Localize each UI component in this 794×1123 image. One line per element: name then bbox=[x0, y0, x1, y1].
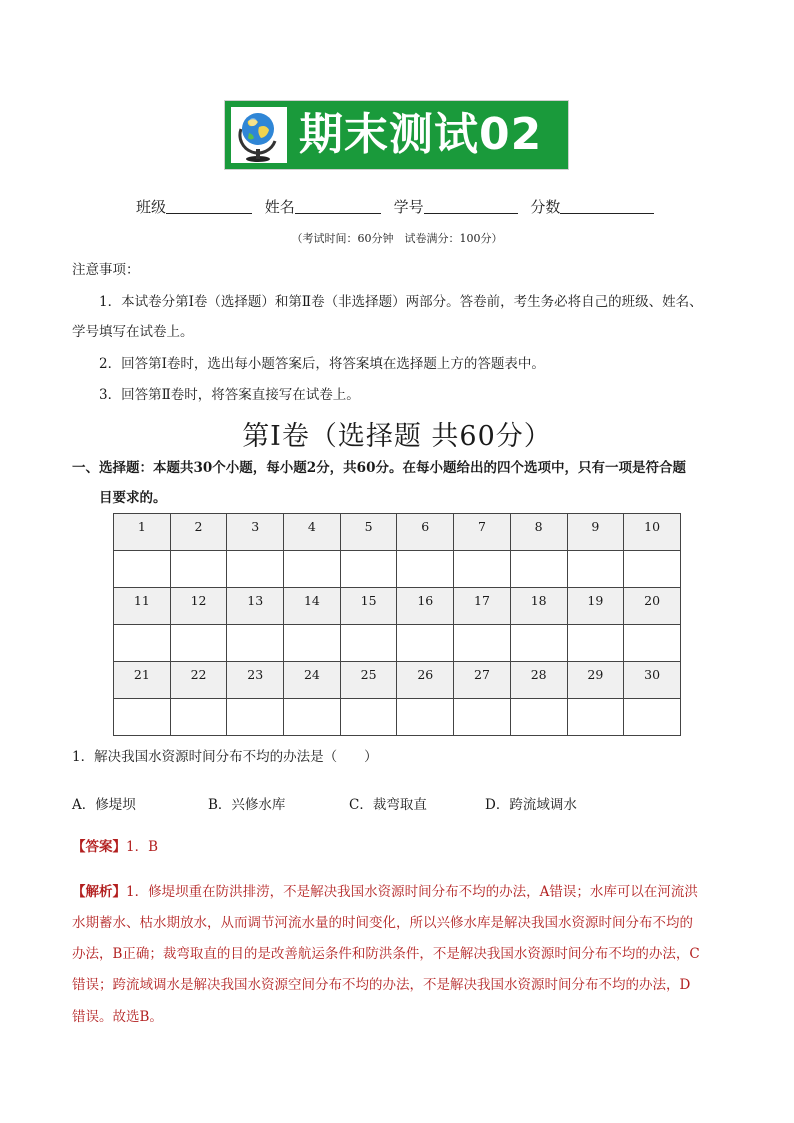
answer-row bbox=[114, 625, 681, 662]
answer-cell[interactable] bbox=[227, 551, 284, 588]
answer-row bbox=[114, 551, 681, 588]
answer-cell[interactable] bbox=[170, 699, 227, 736]
answer-label: 【答案】 bbox=[72, 839, 126, 855]
table-row bbox=[114, 588, 681, 625]
answer-cell[interactable] bbox=[284, 625, 341, 662]
analysis-text-1: 1．修堤坝重在防洪排涝，不是解决我国水资源时间分布不均的办法，A错误；水库可以在河流洪 bbox=[126, 884, 698, 900]
answer-cell[interactable] bbox=[170, 551, 227, 588]
instruction-text-1: 本题共30个小题，每小题2分，共60分。在每小题给出的 bbox=[153, 460, 497, 476]
analysis-label: 【解析】 bbox=[72, 884, 126, 900]
instruction-line-1 bbox=[72, 458, 686, 478]
table-cell: 1 bbox=[114, 514, 171, 551]
analysis-line-1 bbox=[72, 882, 698, 902]
table-cell: 19 bbox=[567, 588, 624, 625]
table-cell: 10 bbox=[624, 514, 681, 551]
answer-cell[interactable] bbox=[397, 551, 454, 588]
score-label: 分数 bbox=[530, 198, 561, 216]
student-info-line bbox=[136, 196, 662, 217]
option-c[interactable]: C．裁弯取直 bbox=[349, 797, 427, 813]
table-cell: 20 bbox=[624, 588, 681, 625]
notice-item-2: 2．回答第Ⅰ卷时，选出每小题答案后，将答案填在选择题上方的答题表中。 bbox=[99, 356, 545, 372]
notice-heading: 注意事项： bbox=[72, 262, 140, 278]
answer-cell[interactable] bbox=[510, 625, 567, 662]
table-cell: 4 bbox=[284, 514, 341, 551]
question-1-options bbox=[72, 793, 577, 813]
title-banner bbox=[224, 100, 569, 170]
answer-cell[interactable] bbox=[624, 625, 681, 662]
answer-cell[interactable] bbox=[114, 625, 171, 662]
answer-cell[interactable] bbox=[397, 625, 454, 662]
answer-table bbox=[113, 513, 681, 736]
answer-cell[interactable] bbox=[340, 699, 397, 736]
option-a[interactable]: A．修堤坝 bbox=[72, 797, 136, 813]
answer-cell[interactable] bbox=[624, 699, 681, 736]
id-blank[interactable] bbox=[424, 197, 518, 214]
instruction-line-2: 目要求的。 bbox=[99, 490, 167, 506]
table-cell: 6 bbox=[397, 514, 454, 551]
class-blank[interactable] bbox=[166, 197, 252, 214]
table-cell: 22 bbox=[170, 662, 227, 699]
answer-cell[interactable] bbox=[510, 699, 567, 736]
analysis-line-3: 办法，B正确；裁弯取直的目的是改善航运条件和防洪条件，不是解决我国水资源时间分布不均的办法，C bbox=[72, 946, 700, 962]
table-cell: 14 bbox=[284, 588, 341, 625]
answer-value: 1．B bbox=[126, 839, 159, 855]
table-cell: 30 bbox=[624, 662, 681, 699]
table-row bbox=[114, 514, 681, 551]
table-cell: 29 bbox=[567, 662, 624, 699]
name-blank[interactable] bbox=[295, 197, 381, 214]
answer-cell[interactable] bbox=[227, 699, 284, 736]
table-cell: 9 bbox=[567, 514, 624, 551]
answer-cell[interactable] bbox=[454, 625, 511, 662]
instruction-emph: 四个选项中 bbox=[496, 460, 565, 476]
answer-cell[interactable] bbox=[454, 551, 511, 588]
answer-line bbox=[72, 837, 158, 857]
table-cell: 3 bbox=[227, 514, 284, 551]
answer-cell[interactable] bbox=[454, 699, 511, 736]
table-cell: 18 bbox=[510, 588, 567, 625]
answer-cell[interactable] bbox=[170, 625, 227, 662]
answer-cell[interactable] bbox=[624, 551, 681, 588]
table-cell: 21 bbox=[114, 662, 171, 699]
table-cell: 28 bbox=[510, 662, 567, 699]
option-d[interactable]: D．跨流域调水 bbox=[485, 797, 577, 813]
table-cell: 25 bbox=[340, 662, 397, 699]
table-cell: 16 bbox=[397, 588, 454, 625]
table-cell: 15 bbox=[340, 588, 397, 625]
table-cell: 5 bbox=[340, 514, 397, 551]
table-cell: 7 bbox=[454, 514, 511, 551]
notice-item-3: 3．回答第Ⅱ卷时，将答案直接写在试卷上。 bbox=[99, 387, 360, 403]
question-1-stem: 1．解决我国水资源时间分布不均的办法是（ ） bbox=[72, 749, 378, 765]
globe-icon bbox=[231, 107, 287, 163]
answer-cell[interactable] bbox=[567, 551, 624, 588]
option-b[interactable]: B．兴修水库 bbox=[208, 797, 286, 813]
table-cell: 23 bbox=[227, 662, 284, 699]
instruction-prefix: 一、选择题： bbox=[72, 460, 153, 476]
name-label: 姓名 bbox=[264, 198, 295, 216]
answer-cell[interactable] bbox=[510, 551, 567, 588]
table-cell: 11 bbox=[114, 588, 171, 625]
table-cell: 27 bbox=[454, 662, 511, 699]
answer-cell[interactable] bbox=[114, 699, 171, 736]
analysis-line-4: 错误；跨流域调水是解决我国水资源空间分布不均的办法，不是解决我国水资源时间分布不均的办法，D bbox=[72, 977, 691, 993]
table-cell: 13 bbox=[227, 588, 284, 625]
answer-cell[interactable] bbox=[227, 625, 284, 662]
answer-cell[interactable] bbox=[397, 699, 454, 736]
class-label: 班级 bbox=[136, 198, 167, 216]
answer-cell[interactable] bbox=[284, 551, 341, 588]
table-cell: 12 bbox=[170, 588, 227, 625]
table-cell: 8 bbox=[510, 514, 567, 551]
table-row bbox=[114, 662, 681, 699]
table-cell: 26 bbox=[397, 662, 454, 699]
answer-cell[interactable] bbox=[114, 551, 171, 588]
answer-cell[interactable] bbox=[567, 699, 624, 736]
section-title: 第Ⅰ卷（选择题 共60分） bbox=[242, 421, 552, 452]
score-blank[interactable] bbox=[560, 197, 654, 214]
answer-cell[interactable] bbox=[340, 625, 397, 662]
page-title: 期末测试02 bbox=[299, 109, 543, 160]
id-label: 学号 bbox=[393, 198, 424, 216]
answer-row bbox=[114, 699, 681, 736]
notice-item-1-cont: 学号填写在试卷上。 bbox=[72, 324, 194, 340]
answer-cell[interactable] bbox=[340, 551, 397, 588]
exam-note: （考试时间：60分钟 试卷满分：100分） bbox=[291, 232, 503, 245]
table-cell: 17 bbox=[454, 588, 511, 625]
answer-cell[interactable] bbox=[284, 699, 341, 736]
notice-item-1: 1．本试卷分第Ⅰ卷（选择题）和第Ⅱ卷（非选择题）两部分。答卷前，考生务必将自己的班级、姓名、 bbox=[99, 294, 703, 310]
analysis-line-2: 水期蓄水、枯水期放水，从而调节河流水量的时间变化，所以兴修水库是解决我国水资源时间分布不均的 bbox=[72, 915, 693, 931]
table-cell: 2 bbox=[170, 514, 227, 551]
table-cell: 24 bbox=[284, 662, 341, 699]
instruction-text-2: ，只有一项是符合题 bbox=[564, 460, 686, 476]
analysis-line-5: 错误。故选B。 bbox=[72, 1009, 163, 1025]
answer-cell[interactable] bbox=[567, 625, 624, 662]
